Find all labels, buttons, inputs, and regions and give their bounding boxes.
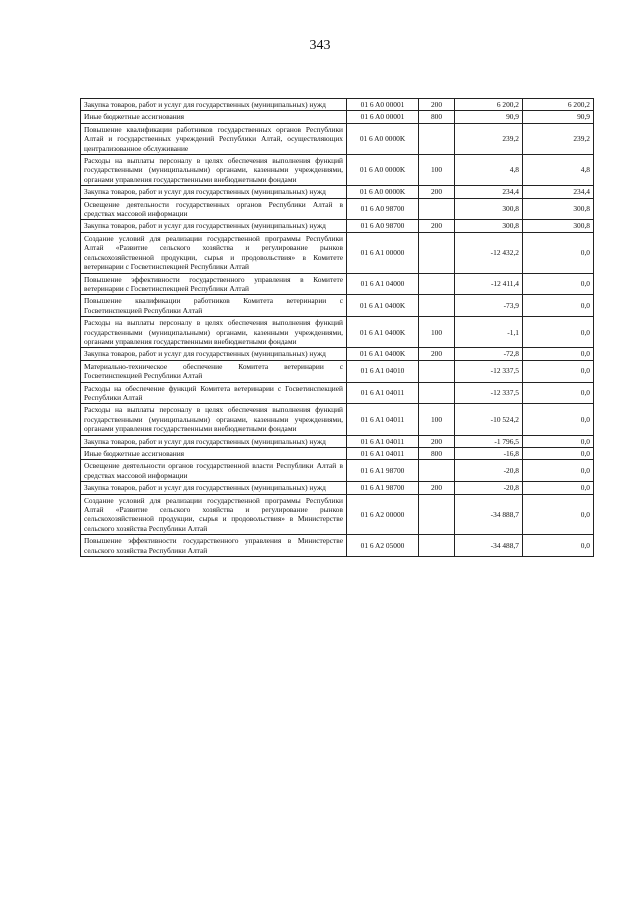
row-name-cell: Расходы на обеспечение функций Комитета ветеринарии с Госветинспекцией Республики Алтай	[81, 382, 347, 404]
table-row	[81, 382, 594, 404]
row-name-cell: Создание условий для реализации государственной программы Республики Алтай «Развитие сельского хозяйства и регулирование рынков сельскохозяйственной продукции, сырья и продовольствия» в Комитете ветеринарии с Госветинспекцией Республики Алтай	[81, 232, 347, 273]
row-name-cell: Закупка товаров, работ и услуг для государственных (муниципальных) нужд	[81, 99, 347, 111]
table-row	[81, 482, 594, 494]
row-code-cell: 01 6 A0 00001	[347, 99, 419, 111]
row-amount-1-cell: 300,8	[455, 220, 523, 232]
row-amount-2-cell: 0,0	[523, 273, 594, 295]
row-amount-2-cell: 0,0	[523, 382, 594, 404]
row-expense-type-cell	[419, 232, 455, 273]
row-name-cell: Освещение деятельности государственных органов Республики Алтай в средствах массовой информации	[81, 198, 347, 220]
row-code-cell: 01 6 A2 00000	[347, 494, 419, 535]
row-expense-type-cell	[419, 273, 455, 295]
row-name-cell: Расходы на выплаты персоналу в целях обеспечения выполнения функций государственными (муниципальными) органами, казенными учреждениями, органами управления государственными внебюджетными фондами	[81, 404, 347, 435]
row-amount-2-cell: 0,0	[523, 435, 594, 447]
row-amount-1-cell: 300,8	[455, 198, 523, 220]
table-row	[81, 111, 594, 123]
row-name-cell: Закупка товаров, работ и услуг для государственных (муниципальных) нужд	[81, 348, 347, 360]
row-amount-1-cell: 4,8	[455, 155, 523, 186]
row-name-cell: Расходы на выплаты персоналу в целях обеспечения выполнения функций государственными (муниципальными) органами, казенными учреждениями, органами управления государственными внебюджетными фондами	[81, 317, 347, 348]
row-expense-type-cell: 200	[419, 348, 455, 360]
row-name-cell: Закупка товаров, работ и услуг для государственных (муниципальных) нужд	[81, 482, 347, 494]
page-number: 343	[309, 38, 331, 53]
table-row	[81, 220, 594, 232]
table-row	[81, 494, 594, 535]
row-expense-type-cell	[419, 123, 455, 154]
row-code-cell: 01 6 A1 98700	[347, 482, 419, 494]
row-name-cell: Повышение квалификации работников Комитета ветеринарии с Госветинспекцией Республики Алтай	[81, 295, 347, 317]
row-code-cell: 01 6 A0 0000K	[347, 123, 419, 154]
row-amount-1-cell: -12 411,4	[455, 273, 523, 295]
row-name-cell: Создание условий для реализации государственной программы Республики Алтай «Развитие сельского хозяйства и регулирование рынков сельскохозяйственной продукции, сырья и продовольствия» в Министерстве сельского хозяйства Республики Алтай	[81, 494, 347, 535]
row-amount-2-cell: 4,8	[523, 155, 594, 186]
table-row	[81, 155, 594, 186]
row-code-cell: 01 6 A1 98700	[347, 460, 419, 482]
table-row	[81, 295, 594, 317]
row-name-cell: Закупка товаров, работ и услуг для государственных (муниципальных) нужд	[81, 435, 347, 447]
row-expense-type-cell: 100	[419, 317, 455, 348]
table-row	[81, 198, 594, 220]
row-code-cell: 01 6 A0 98700	[347, 198, 419, 220]
row-code-cell: 01 6 A0 0000K	[347, 186, 419, 198]
row-amount-2-cell: 6 200,2	[523, 99, 594, 111]
row-name-cell: Повышение квалификации работников государственных органов Республики Алтай и государственных учреждений Республики Алтай, осуществляющих централизованное обслуживание	[81, 123, 347, 154]
row-name-cell: Материально-техническое обеспечение Комитета ветеринарии с Госветинспекцией Республики Алтай	[81, 360, 347, 382]
row-code-cell: 01 6 A0 00001	[347, 111, 419, 123]
row-amount-2-cell: 0,0	[523, 535, 594, 557]
table-row	[81, 460, 594, 482]
row-amount-2-cell: 300,8	[523, 220, 594, 232]
row-code-cell: 01 6 A1 0400K	[347, 348, 419, 360]
row-amount-1-cell: -20,8	[455, 460, 523, 482]
row-code-cell: 01 6 A2 05000	[347, 535, 419, 557]
table-row	[81, 448, 594, 460]
table-row	[81, 348, 594, 360]
row-amount-2-cell: 0,0	[523, 232, 594, 273]
row-amount-1-cell: -12 432,2	[455, 232, 523, 273]
row-amount-1-cell: -73,9	[455, 295, 523, 317]
row-code-cell: 01 6 A1 04010	[347, 360, 419, 382]
budget-table	[80, 98, 594, 557]
row-amount-2-cell: 0,0	[523, 295, 594, 317]
row-name-cell: Закупка товаров, работ и услуг для государственных (муниципальных) нужд	[81, 186, 347, 198]
row-amount-2-cell: 300,8	[523, 198, 594, 220]
row-code-cell: 01 6 A1 0400K	[347, 295, 419, 317]
table-row	[81, 435, 594, 447]
row-amount-2-cell: 0,0	[523, 317, 594, 348]
row-amount-1-cell: 6 200,2	[455, 99, 523, 111]
table-row	[81, 273, 594, 295]
row-name-cell: Повышение эффективности государственного управления в Министерстве сельского хозяйства Республики Алтай	[81, 535, 347, 557]
row-amount-2-cell: 234,4	[523, 186, 594, 198]
table-row	[81, 123, 594, 154]
table-row	[81, 99, 594, 111]
row-name-cell: Закупка товаров, работ и услуг для государственных (муниципальных) нужд	[81, 220, 347, 232]
row-code-cell: 01 6 A1 04000	[347, 273, 419, 295]
row-amount-2-cell: 0,0	[523, 482, 594, 494]
row-amount-2-cell: 0,0	[523, 348, 594, 360]
row-expense-type-cell	[419, 198, 455, 220]
row-amount-1-cell: -34 888,7	[455, 494, 523, 535]
row-code-cell: 01 6 A0 0000K	[347, 155, 419, 186]
row-amount-1-cell: 234,4	[455, 186, 523, 198]
row-amount-2-cell: 90,9	[523, 111, 594, 123]
table-row	[81, 404, 594, 435]
row-expense-type-cell: 200	[419, 435, 455, 447]
row-name-cell: Иные бюджетные ассигнования	[81, 448, 347, 460]
row-expense-type-cell	[419, 494, 455, 535]
row-amount-1-cell: -12 337,5	[455, 360, 523, 382]
row-amount-2-cell: 0,0	[523, 448, 594, 460]
row-expense-type-cell	[419, 382, 455, 404]
row-name-cell: Иные бюджетные ассигнования	[81, 111, 347, 123]
row-amount-2-cell: 0,0	[523, 494, 594, 535]
row-amount-1-cell: -1,1	[455, 317, 523, 348]
budget-table-body	[81, 99, 594, 557]
row-expense-type-cell: 200	[419, 220, 455, 232]
row-amount-1-cell: 90,9	[455, 111, 523, 123]
row-amount-1-cell: -16,8	[455, 448, 523, 460]
table-row	[81, 232, 594, 273]
row-code-cell: 01 6 A1 04011	[347, 448, 419, 460]
row-expense-type-cell: 200	[419, 99, 455, 111]
row-expense-type-cell	[419, 360, 455, 382]
row-amount-2-cell: 0,0	[523, 404, 594, 435]
table-row	[81, 535, 594, 557]
row-amount-1-cell: -1 796,5	[455, 435, 523, 447]
row-expense-type-cell: 100	[419, 155, 455, 186]
row-code-cell: 01 6 A1 00000	[347, 232, 419, 273]
row-name-cell: Расходы на выплаты персоналу в целях обеспечения выполнения функций государственными (муниципальными) органами, казенными учреждениями, органами управления государственными внебюджетными фондами	[81, 155, 347, 186]
row-expense-type-cell	[419, 460, 455, 482]
row-expense-type-cell	[419, 535, 455, 557]
row-expense-type-cell: 100	[419, 404, 455, 435]
row-expense-type-cell: 200	[419, 186, 455, 198]
row-amount-1-cell: -10 524,2	[455, 404, 523, 435]
row-amount-1-cell: -34 488,7	[455, 535, 523, 557]
row-code-cell: 01 6 A1 04011	[347, 382, 419, 404]
row-expense-type-cell: 800	[419, 111, 455, 123]
row-name-cell: Повышение эффективности государственного управления в Комитете ветеринарии с Госветинспекцией Республики Алтай	[81, 273, 347, 295]
row-expense-type-cell	[419, 295, 455, 317]
row-amount-2-cell: 0,0	[523, 460, 594, 482]
row-expense-type-cell: 200	[419, 482, 455, 494]
row-code-cell: 01 6 A0 98700	[347, 220, 419, 232]
row-amount-1-cell: 239,2	[455, 123, 523, 154]
row-name-cell: Освещение деятельности органов государственной власти Республики Алтай в средствах массовой информации	[81, 460, 347, 482]
row-expense-type-cell: 800	[419, 448, 455, 460]
table-row	[81, 360, 594, 382]
row-code-cell: 01 6 A1 0400K	[347, 317, 419, 348]
row-code-cell: 01 6 A1 04011	[347, 435, 419, 447]
row-amount-1-cell: -12 337,5	[455, 382, 523, 404]
row-amount-1-cell: -20,8	[455, 482, 523, 494]
table-row	[81, 186, 594, 198]
row-code-cell: 01 6 A1 04011	[347, 404, 419, 435]
table-row	[81, 317, 594, 348]
row-amount-2-cell: 239,2	[523, 123, 594, 154]
row-amount-1-cell: -72,8	[455, 348, 523, 360]
row-amount-2-cell: 0,0	[523, 360, 594, 382]
